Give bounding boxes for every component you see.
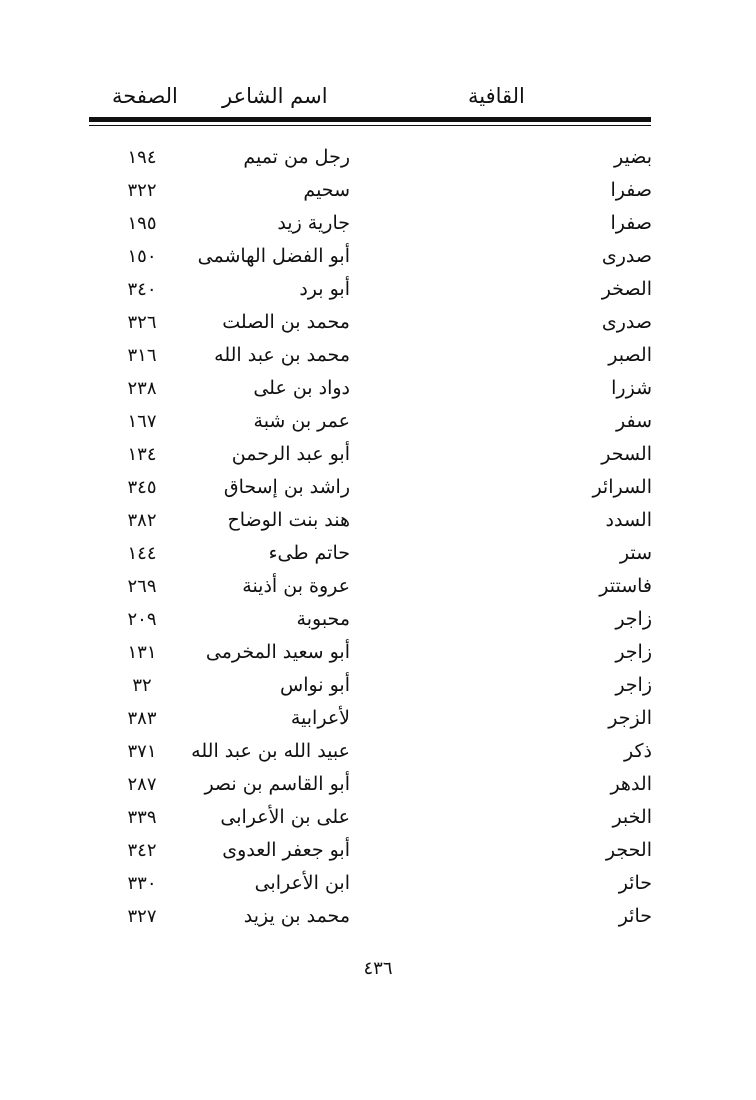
table-row [0,141,756,174]
page-cell: ٣٢ [132,675,152,696]
table-row [0,636,756,669]
header-rule-thick [89,117,651,122]
page-cell: ٢٠٩ [127,609,157,630]
page-cell: ١٥٠ [127,246,157,267]
rhyme-cell: السرائر [592,476,652,498]
page-cell: ١٦٧ [127,411,157,432]
rhyme-cell: زاجر [615,608,652,630]
rhyme-cell: سفر [615,410,652,432]
poet-cell: محمد بن يزيد [243,905,350,927]
table-row [0,603,756,636]
table-row [0,438,756,471]
table-row [0,207,756,240]
page-cell: ٣٣٠ [127,873,157,894]
poet-cell: على بن الأعرابى [220,806,350,828]
poet-cell: حاتم طىء [268,542,350,564]
poet-cell: هند بنت الوضاح [227,509,350,531]
poet-cell: محمد بن الصلت [222,311,350,333]
rhyme-cell: صدرى [601,311,652,333]
rhyme-cell: ذكر [624,740,652,762]
poet-cell: محبوبة [296,608,350,630]
column-header-poet: اسم الشاعر [222,84,328,108]
page-cell: ١٣٤ [127,444,157,465]
page-cell: ٣١٦ [127,345,157,366]
table-row [0,867,756,900]
page-cell: ٣٢٢ [127,180,157,201]
column-header-page: الصفحة [112,84,178,108]
rhyme-cell: الحجر [605,839,652,861]
page-cell: ٢٣٨ [127,378,157,399]
page-cell: ٣٨٣ [127,708,157,729]
page-cell: ٣٢٧ [127,906,157,927]
rhyme-cell: صفرا [610,179,652,201]
table-row [0,669,756,702]
table-row [0,405,756,438]
poet-cell: أبو برد [299,278,350,300]
rhyme-cell: الخبر [612,806,652,828]
header-rule-thin [89,125,651,126]
rhyme-cell: صفرا [610,212,652,234]
poet-cell: أبو عبد الرحمن [231,443,350,465]
table-row [0,504,756,537]
page-cell: ١٣١ [127,642,157,663]
rhyme-cell: السدد [605,509,652,531]
table-row [0,174,756,207]
poet-cell: أبو الفضل الهاشمى [197,245,350,267]
rhyme-cell: حائر [618,905,652,927]
rhyme-cell: السحر [601,443,652,465]
poet-cell: عبيد الله بن عبد الله [191,740,350,762]
poet-cell: رجل من تميم [243,146,350,168]
rhyme-cell: الدهر [610,773,652,795]
rhyme-cell: ستر [619,542,652,564]
poet-cell: أبو جعفر العدوى [222,839,350,861]
page-cell: ٣٨٢ [127,510,157,531]
table-row [0,801,756,834]
page-cell: ٣٤٠ [127,279,157,300]
table-row [0,372,756,405]
table-row [0,570,756,603]
poet-cell: دواد بن على [253,377,350,399]
rhyme-cell: الزجر [608,707,652,729]
table-row [0,240,756,273]
page-cell: ١٤٤ [127,543,157,564]
table-row [0,702,756,735]
poet-cell: جارية زيد [277,212,350,234]
table-row [0,306,756,339]
poet-cell: عمر بن شبة [253,410,350,432]
page-cell: ١٩٤ [127,147,157,168]
rhyme-cell: بضير [614,146,652,168]
poet-cell: أبو القاسم بن نصر [204,773,350,795]
page-number: ٤٣٦ [363,958,393,979]
table-row [0,537,756,570]
table-row [0,273,756,306]
page-cell: ١٩٥ [127,213,157,234]
rhyme-cell: صدرى [601,245,652,267]
poet-cell: عروة بن أذينة [242,575,350,597]
rhyme-cell: الصبر [608,344,652,366]
table-row [0,339,756,372]
poet-cell: راشد بن إسحاق [223,476,350,498]
rhyme-cell: حائر [618,872,652,894]
page-cell: ٢٨٧ [127,774,157,795]
poet-cell: لأعرابية [290,707,350,729]
table-row [0,900,756,933]
index-table [0,141,756,933]
rhyme-cell: شزرا [611,377,652,399]
poet-cell: ابن الأعرابى [254,872,350,894]
table-row [0,768,756,801]
page-cell: ٣٤٥ [127,477,157,498]
column-header-rhyme: القافية [468,84,525,108]
rhyme-cell: زاجر [615,641,652,663]
poet-cell: أبو نواس [280,674,350,696]
poet-cell: سحيم [303,179,350,201]
page-cell: ٣٤٢ [127,840,157,861]
page-cell: ٣٧١ [127,741,157,762]
page-cell: ٣٢٦ [127,312,157,333]
page-cell: ٢٦٩ [127,576,157,597]
page-cell: ٣٣٩ [127,807,157,828]
poet-cell: أبو سعيد المخرمى [205,641,350,663]
poet-cell: محمد بن عبد الله [214,344,350,366]
rhyme-cell: الصخر [601,278,652,300]
rhyme-cell: زاجر [615,674,652,696]
table-row [0,834,756,867]
rhyme-cell: فاستتر [599,575,652,597]
table-row [0,735,756,768]
table-row [0,471,756,504]
